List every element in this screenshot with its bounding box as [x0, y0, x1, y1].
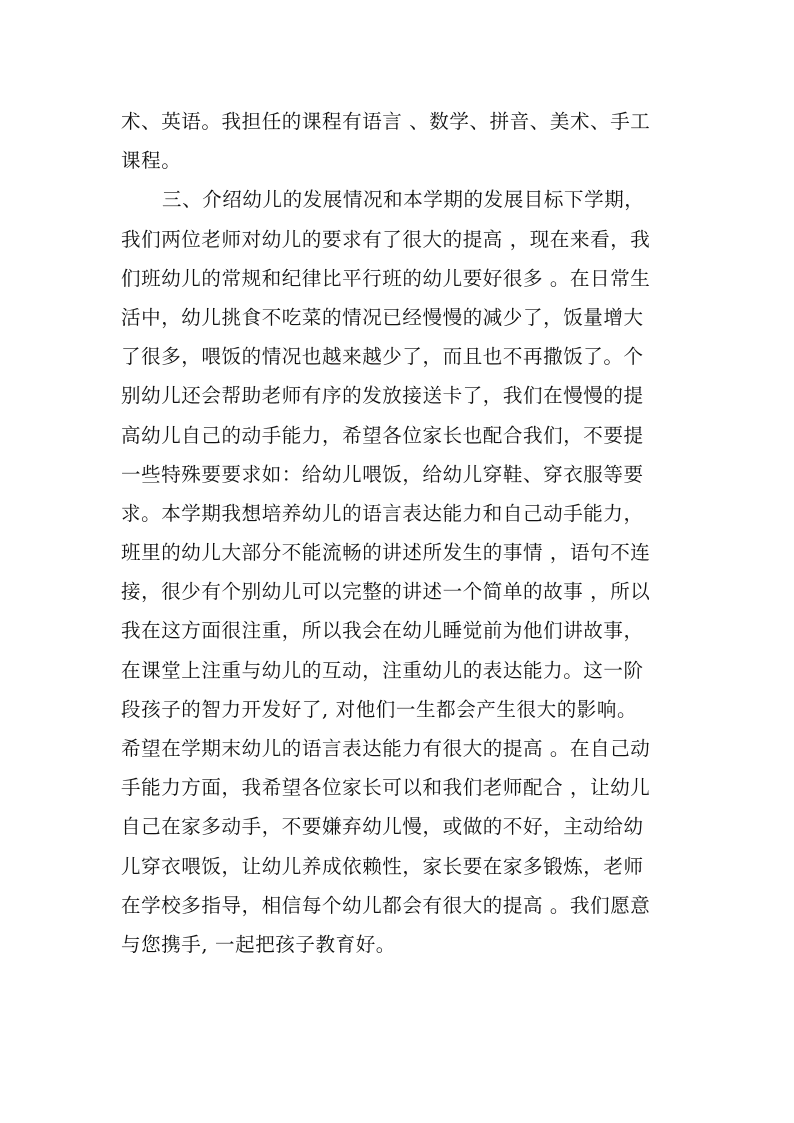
text-line: 求。本学期我想培养幼儿的语言表达能力和自己动手能力，: [121, 501, 644, 525]
text-line: 活中，幼儿挑食不吃菜的情况已经慢慢的减少了，饭量增大: [121, 305, 644, 329]
text-line: 一些特殊要要求如：给幼儿喂饭，给幼儿穿鞋、穿衣服等要: [121, 462, 644, 486]
text-line: 希望在学期末幼儿的语言表达能力有很大的提高 。在自己动: [121, 737, 651, 760]
text-line: 我在这方面很注重，所以我会在幼儿睡觉前为他们讲故事，: [121, 619, 644, 643]
text-line: 课程。: [121, 149, 182, 173]
text-line: 班里的幼儿大部分不能流畅的讲述所发生的事情 ，语句不连: [121, 541, 651, 565]
text-line: 在课堂上注重与幼儿的互动，注重幼儿的表达能力。这一阶: [121, 658, 644, 682]
text-line: 们班幼儿的常规和纪律比平行班的幼儿要好很多 。在日常生: [121, 266, 651, 290]
text-line: 在学校多指导，相信每个幼儿都会有很大的提高 。我们愿意: [121, 893, 651, 917]
text-line: 接，很少有个别幼儿可以完整的讲述一个简单的故事 ，所以: [121, 580, 651, 604]
text-line: 手能力方面，我希望各位家长可以和我们老师配合 ，让幼儿: [121, 776, 651, 800]
text-line: 我们两位老师对幼儿的要求有了很大的提高 ，现在来看，我: [121, 227, 651, 251]
text-line: 与您携手, 一起把孩子教育好。: [121, 932, 396, 956]
text-line: 段孩子的智力开发好了, 对他们一生都会产生很大的影响。: [121, 697, 638, 721]
text-line: 术、英语。我担任的课程有语言 、数学、拼音、美术、手工: [121, 110, 651, 133]
text-line: 高幼儿自己的动手能力，希望各位家长也配合我们，不要提: [121, 423, 644, 447]
body-text: [121, 102, 681, 964]
text-line: 了很多，喂饭的情况也越来越少了，而且也不再撒饭了。个: [121, 345, 644, 369]
paragraph-start-line: 三、介绍幼儿的发展情况和本学期的发展目标下学期，: [162, 188, 645, 212]
text-line: 儿穿衣喂饭，让幼儿养成依赖性，家长要在家多锻炼，老师: [121, 854, 644, 878]
text-line: 自己在家多动手，不要嫌弃幼儿慢，或做的不好，主动给幼: [121, 815, 644, 839]
text-line: 别幼儿还会帮助老师有序的发放接送卡了，我们在慢慢的提: [121, 384, 644, 408]
